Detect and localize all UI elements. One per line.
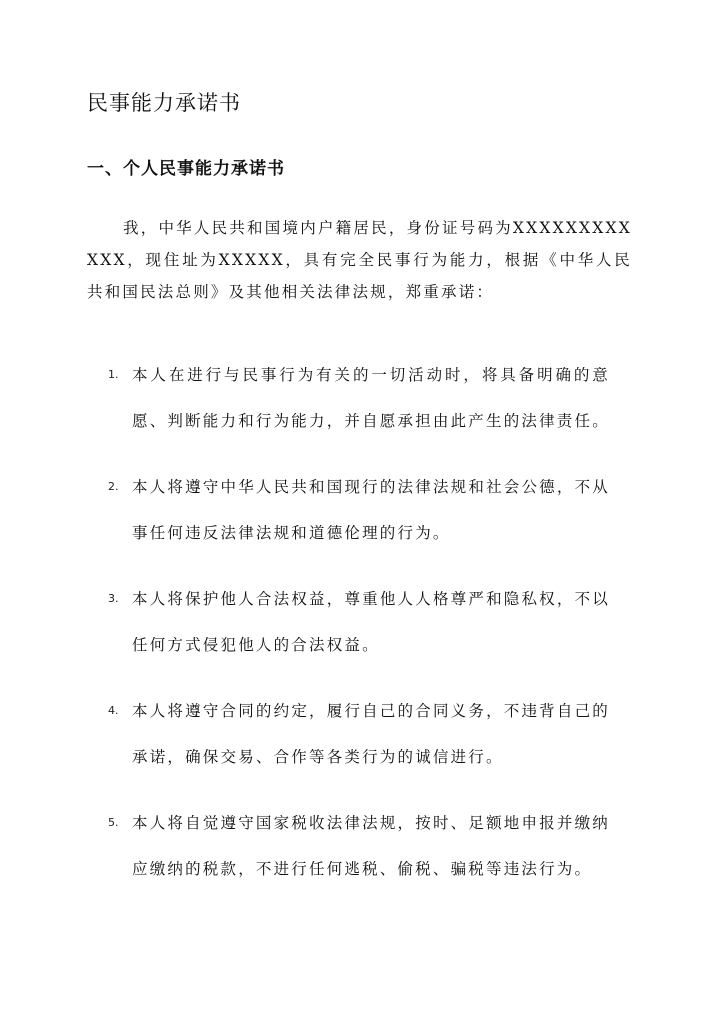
list-item-number: 5. (108, 816, 119, 829)
document-title: 民事能力承诺书 (87, 91, 241, 115)
list-item (87, 688, 632, 780)
section-heading: 一、个人民事能力承诺书 (87, 159, 285, 179)
list-item (87, 800, 632, 892)
list-item-text: 本人将保护他人合法权益，尊重他人人格尊严和隐私权，不以任何方式侵犯他人的合法权益。 (132, 590, 610, 654)
commitment-list (87, 352, 632, 912)
list-item-text: 本人将遵守中华人民共和国现行的法律法规和社会公德，不从事任何违反法律法规和道德伦理的行为。 (132, 478, 610, 542)
list-item-number: 2. (108, 480, 119, 493)
list-item-number: 3. (108, 592, 119, 605)
list-item-text: 本人在进行与民事行为有关的一切活动时，将具备明确的意愿、判断能力和行为能力，并自愿承担由此产生的法律责任。 (132, 366, 610, 430)
list-item (87, 576, 632, 668)
list-item-number: 4. (108, 704, 119, 717)
list-item-number: 1. (108, 368, 119, 381)
intro-paragraph: 我，中华人民共和国境内户籍居民，身份证号码为XXXXXXXXXXXX，现住址为XXXXX，具有完全民事行为能力，根据《中华人民共和国民法总则》及其他相关法律法规，郑重承诺： (87, 219, 632, 301)
list-item (87, 464, 632, 556)
list-item-text: 本人将自觉遵守国家税收法律法规，按时、足额地申报并缴纳应缴纳的税款，不进行任何逃税、偷税、骗税等违法行为。 (132, 814, 610, 878)
list-item (87, 352, 632, 444)
list-item-text: 本人将遵守合同的约定，履行自己的合同义务，不违背自己的承诺，确保交易、合作等各类行为的诚信进行。 (132, 702, 610, 766)
